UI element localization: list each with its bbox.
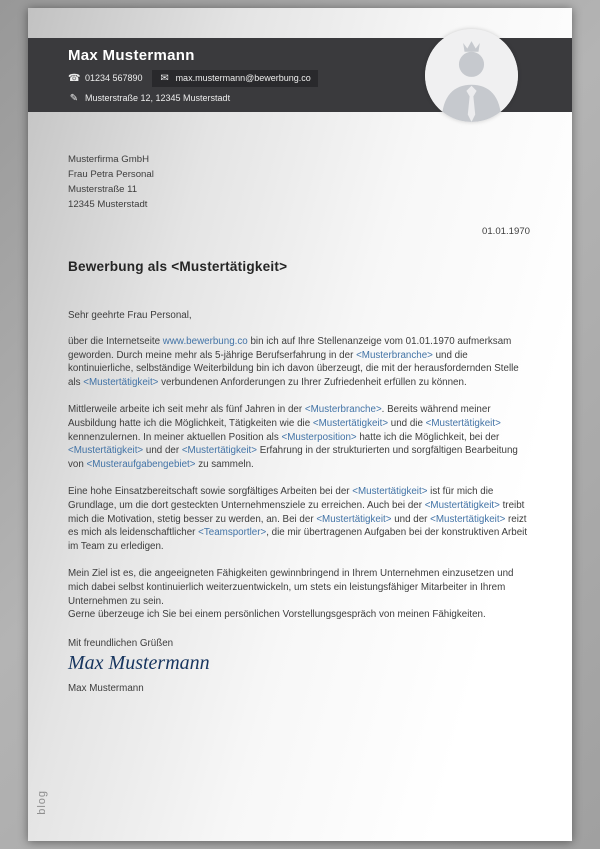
letter-content	[28, 112, 572, 694]
body-text: Mein Ziel ist es, die angeeigneten Fähigkeiten gewinnbringend in Ihrem Unternehmen einzusetzen und mich dabei selbst kontinuierlich weiterzuentwickeln, um stets ein leistungsfähiger Mitarbeiter in Ihrem Unternehmen zu sein.	[68, 568, 514, 607]
body-text: und die kontinuierliche, selbständige Weiterbildung bin ich davon überzeugt, die mit der herausfordernden Stelle als	[68, 349, 519, 388]
email-icon: ✉	[160, 72, 169, 84]
recipient-line: 12345 Musterstadt	[68, 199, 148, 210]
salutation: Sehr geehrte Frau Personal,	[68, 310, 192, 321]
paragraph-3	[68, 485, 530, 553]
body-text: treibt mich die Motivation, stetig besser zu werden, an. Bei der	[68, 499, 525, 525]
placeholder-highlight: <Musteraufgabengebiet>	[86, 458, 196, 470]
paragraph-4	[68, 567, 530, 621]
placeholder-highlight: <Musterposition>	[281, 431, 357, 443]
placeholder-highlight: <Mustertätigkeit>	[68, 445, 144, 457]
body-text: kennenzulernen. In meiner aktuellen Position als	[68, 431, 282, 443]
body-text: und der	[143, 445, 182, 457]
recipient-line: Musterstraße 11	[68, 184, 138, 195]
letter-body	[68, 335, 530, 622]
subject-line: Bewerbung als <Mustertätigkeit>	[68, 259, 288, 274]
body-text: hatte ich die Möglichkeit, bei der	[356, 431, 500, 443]
body-text: und der	[391, 513, 431, 525]
paragraph-2	[68, 403, 530, 471]
recipient-line: Musterfirma GmbH	[68, 154, 150, 165]
blog-link[interactable]: blog	[36, 790, 48, 815]
placeholder-highlight: <Mustertätigkeit>	[424, 499, 500, 511]
body-text: , die mir übertragenen Aufgaben bei der konstruktiven Arbeit im Team zu erledigen.	[68, 527, 528, 552]
placeholder-highlight: <Mustertätigkeit>	[430, 513, 506, 525]
body-text: Erfahrung in der strukturierten und sorgfältigen Bearbeitung von	[68, 445, 518, 470]
placeholder-highlight: <Mustertätigkeit>	[352, 486, 428, 498]
body-text: Mittlerweile arbeite ich seit mehr als fünf Jahren in der	[68, 404, 305, 416]
body-text: bin ich auf Ihre Stellenanzeige vom 01.01.1970 aufmerksam geworden. Durch meine mehr als 5-jährige Berufserfahrung in der	[68, 336, 512, 361]
body-text: Gerne überzeuge ich Sie bei einem persönlichen Vorstellungsgespräch von meinen Fähigkeiten.	[68, 609, 486, 621]
letter-date: 01.01.1970	[481, 226, 530, 237]
sender-email: max.mustermann@bewerbung.co	[175, 73, 311, 83]
letter-page	[28, 8, 572, 841]
phone-icon: ☎	[68, 72, 81, 84]
paragraph-1	[68, 335, 530, 389]
person-placeholder-icon	[425, 29, 518, 122]
body-text: reizt es mich als leidenschaftlicher	[68, 513, 527, 539]
recipient-block	[68, 152, 530, 212]
body-text: über die Internetseite	[68, 336, 163, 347]
placeholder-highlight: <Mustertätigkeit>	[316, 513, 392, 525]
placeholder-highlight: <Teamsportler>	[198, 527, 267, 539]
body-text: zu sammeln.	[195, 458, 254, 470]
email-badge	[152, 70, 318, 87]
body-text: und die	[388, 417, 426, 429]
typed-signature-name: Max Mustermann	[68, 682, 144, 694]
placeholder-highlight: <Mustertätigkeit>	[83, 376, 159, 388]
recipient-line: Frau Petra Personal	[68, 169, 154, 180]
placeholder-highlight: <Musterbranche>	[356, 349, 433, 361]
pencil-icon: ✎	[69, 92, 79, 104]
sender-phone: 01234 567890	[85, 73, 143, 84]
body-text: Eine hohe Einsatzbereitschaft sowie sorgfältiges Arbeiten bei der	[68, 486, 353, 498]
url-bewerbung-link[interactable]: www.bewerbung.co	[162, 336, 248, 347]
body-text: . Bereits während meiner Ausbildung hatte ich die Möglichkeit, Tätigkeiten wie die	[68, 404, 491, 429]
placeholder-highlight: <Mustertätigkeit>	[312, 417, 389, 429]
placeholder-highlight: <Musterbranche>	[304, 404, 382, 416]
placeholder-highlight: <Mustertätigkeit>	[425, 417, 501, 429]
placeholder-highlight: <Mustertätigkeit>	[181, 445, 257, 457]
closing-line: Mit freundlichen Grüßen	[68, 637, 174, 649]
handwritten-signature: Max Mustermann	[68, 651, 210, 674]
body-text: verbundenen Anforderungen zu Ihrer Zufriedenheit erfüllen zu können.	[158, 376, 467, 388]
sender-name: Max Mustermann	[68, 47, 195, 64]
avatar	[425, 29, 518, 122]
sender-address: Musterstraße 12, 12345 Musterstadt	[85, 93, 231, 103]
body-text: ist für mich die Grundlage, um die dort gesteckten Unternehmensziele zu erreichen. Auch bei der	[68, 486, 494, 511]
